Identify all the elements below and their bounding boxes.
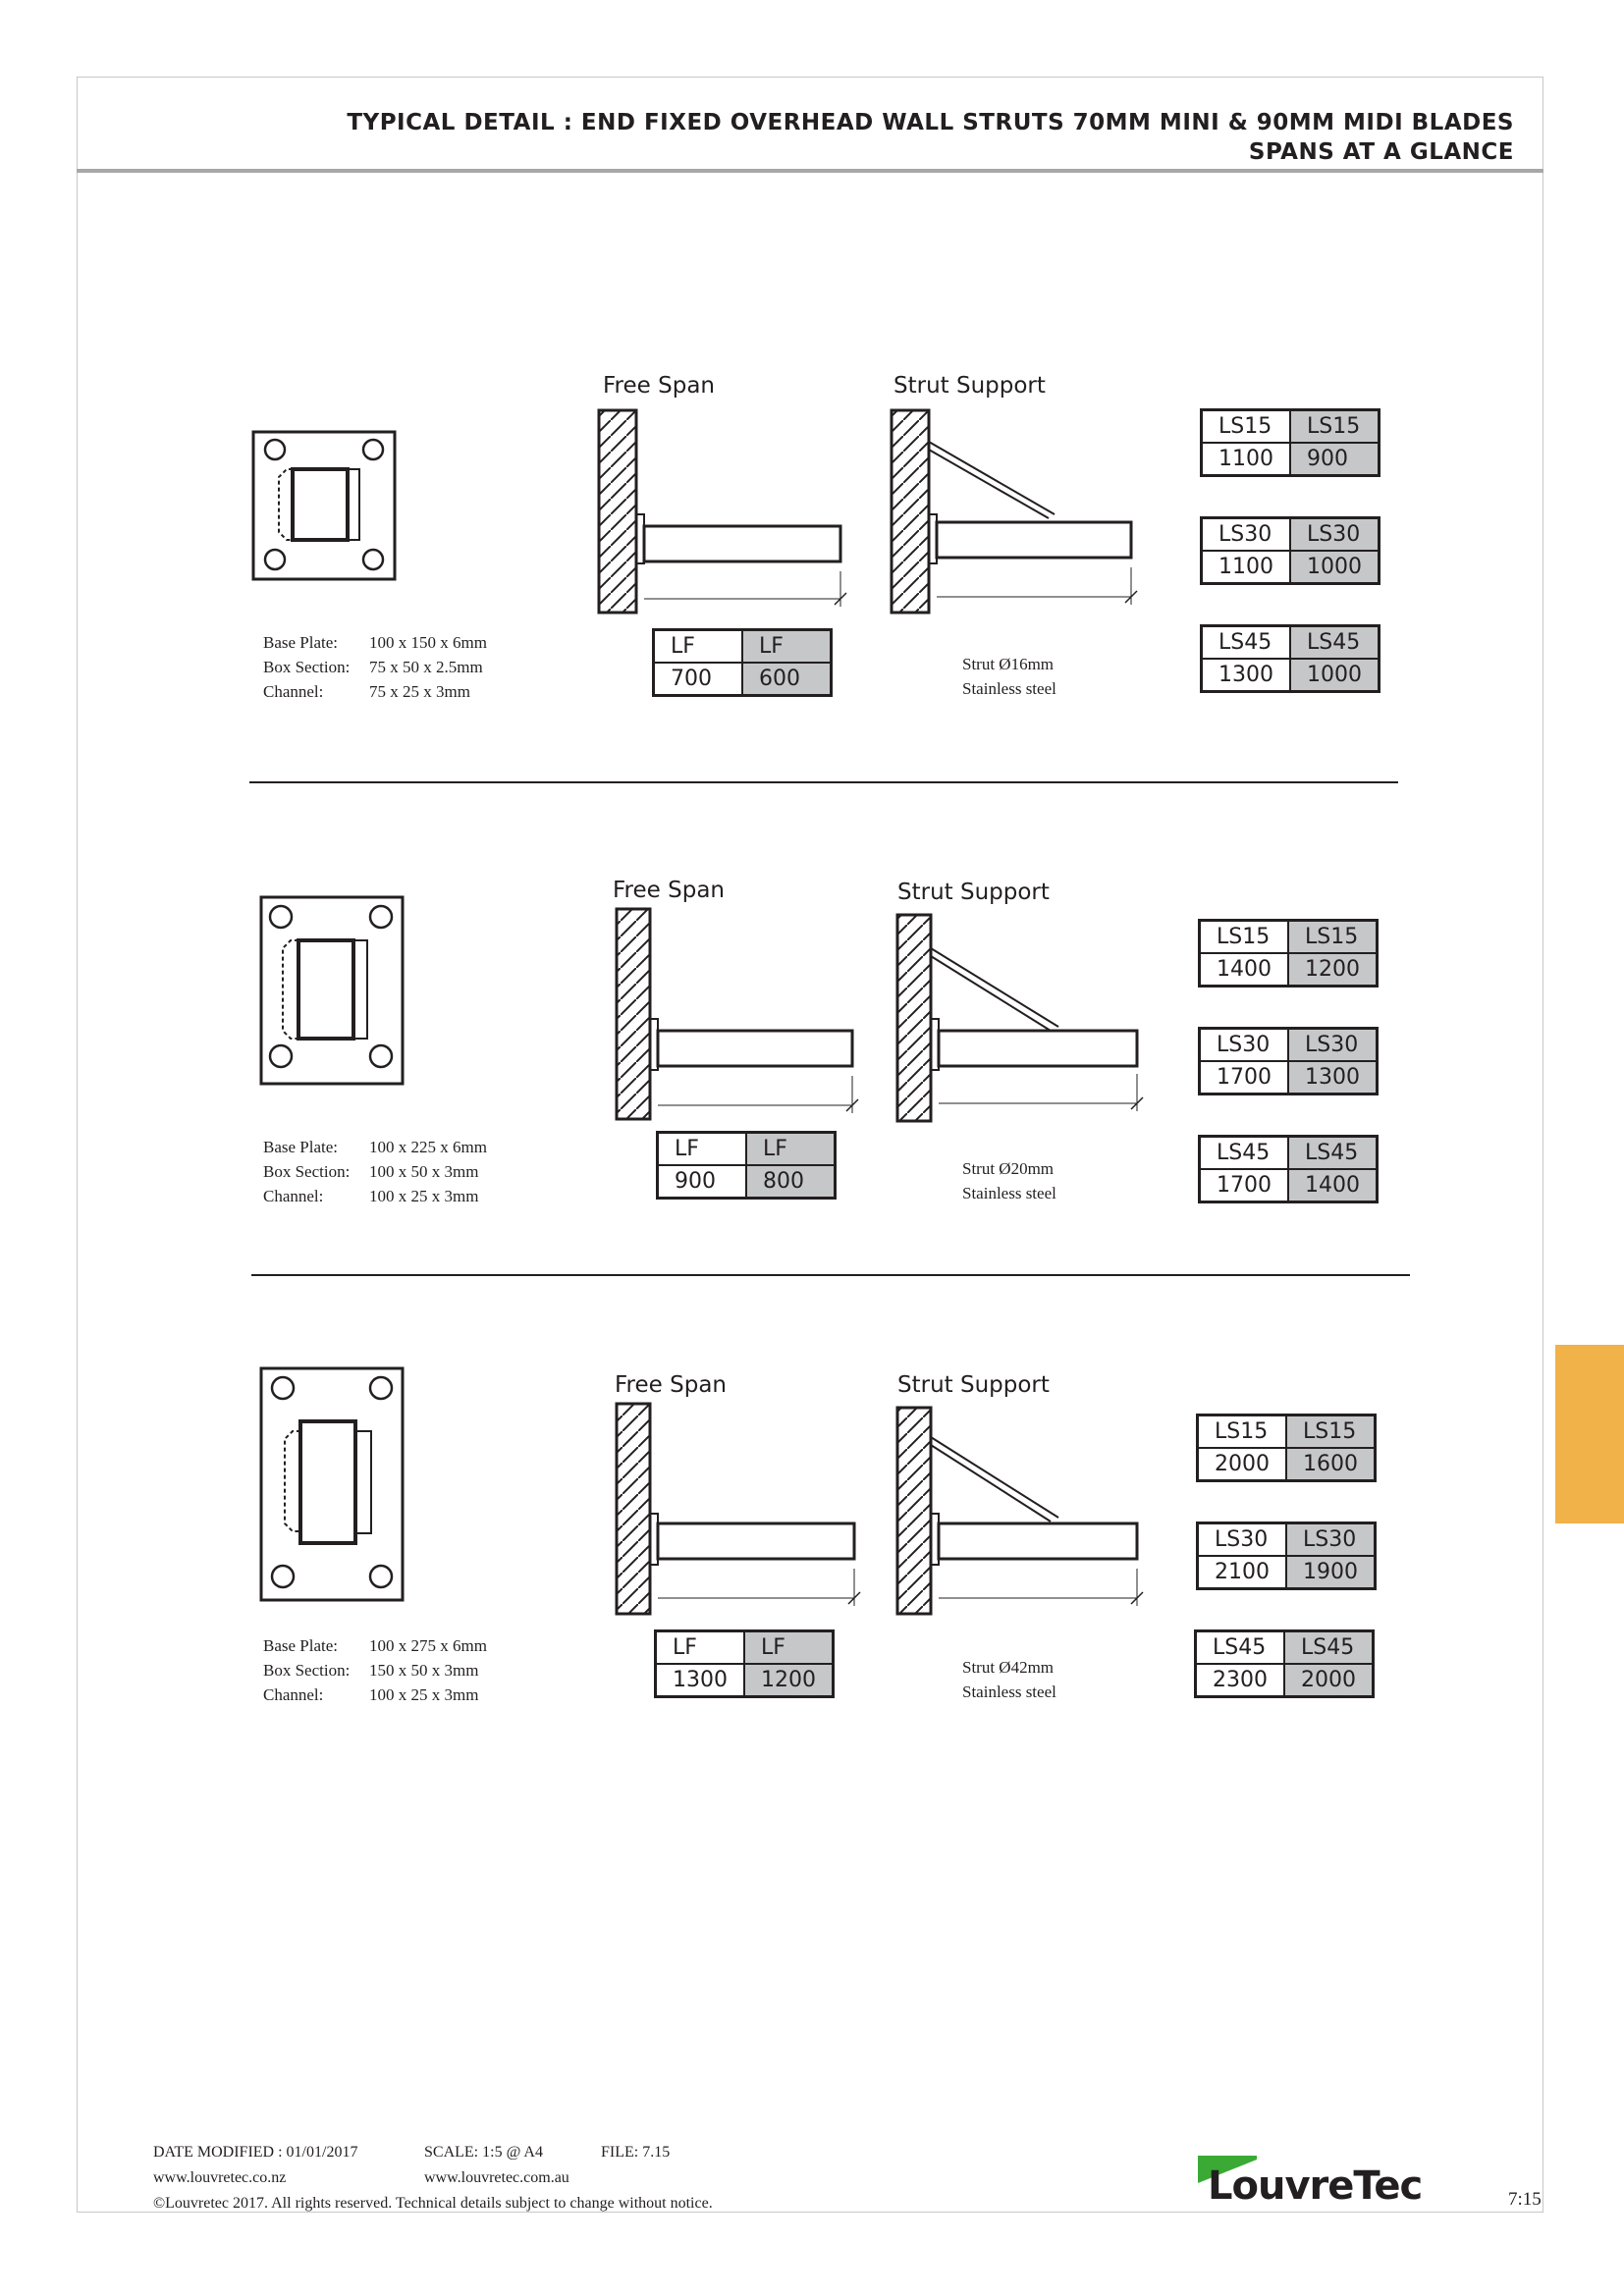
free-span-table <box>654 1629 835 1698</box>
lf-header: LF <box>744 1631 834 1665</box>
base-plate-drawing <box>259 1366 405 1602</box>
base-plate-value: 100 x 150 x 6mm <box>369 633 487 652</box>
ls-value: 2300 <box>1196 1664 1285 1697</box>
lf-value: 900 <box>658 1165 747 1199</box>
strut-note <box>962 1655 1056 1704</box>
ls-header: LS30 <box>1290 518 1380 552</box>
spec-list <box>263 630 487 704</box>
ls-header: LS30 <box>1202 518 1291 552</box>
ls-value: 2000 <box>1284 1664 1374 1697</box>
ls15-table <box>1196 1414 1377 1482</box>
strut-material: Stainless steel <box>962 679 1056 698</box>
ls-value: 1300 <box>1202 659 1291 692</box>
page-number: 7:15 <box>1508 2189 1542 2210</box>
channel-value: 100 x 25 x 3mm <box>369 1187 479 1205</box>
ls-header: LS15 <box>1288 921 1378 954</box>
base-plate-key: Base Plate: <box>263 1138 339 1156</box>
lf-value: 1300 <box>656 1664 745 1697</box>
ls-value: 1400 <box>1288 1169 1378 1202</box>
ls-header: LS15 <box>1286 1415 1376 1449</box>
ls15-table <box>1198 919 1379 988</box>
base-plate-drawing <box>259 895 405 1086</box>
lf-value: 1200 <box>744 1664 834 1697</box>
lf-value: 700 <box>654 663 743 696</box>
ls-value: 1700 <box>1200 1169 1289 1202</box>
box-section-value: 75 x 50 x 2.5mm <box>369 658 483 676</box>
section-divider <box>251 1274 1410 1276</box>
ls-header: LS30 <box>1200 1029 1289 1062</box>
strut-note <box>962 1156 1056 1205</box>
ls-header: LS15 <box>1198 1415 1287 1449</box>
strut-support-drawing <box>892 909 1147 1127</box>
lf-value: 800 <box>746 1165 836 1199</box>
strut-support-label: Strut Support <box>893 373 1046 399</box>
strut-support-drawing <box>892 1402 1147 1620</box>
free-span-table <box>656 1131 837 1200</box>
box-section-key: Box Section: <box>263 1661 351 1680</box>
ls-header: LS45 <box>1200 1137 1289 1170</box>
logo-wordmark: LouvreTec <box>1208 2163 1423 2209</box>
ls-value: 1200 <box>1288 953 1378 987</box>
ls-value: 2000 <box>1198 1448 1287 1481</box>
channel-key: Channel: <box>263 682 324 701</box>
section-divider <box>249 781 1398 783</box>
ls-header: LS15 <box>1202 410 1291 444</box>
strut-size: Strut Ø20mm <box>962 1159 1055 1178</box>
spec-list <box>263 1135 487 1208</box>
date-modified: DATE MODIFIED : 01/01/2017 <box>153 2144 358 2161</box>
base-plate-key: Base Plate: <box>263 1636 339 1655</box>
lf-header: LF <box>654 630 743 664</box>
strut-size: Strut Ø42mm <box>962 1658 1055 1677</box>
ls-value: 1100 <box>1202 551 1291 584</box>
lf-value: 600 <box>742 663 832 696</box>
ls45-table <box>1194 1629 1375 1698</box>
base-plate-key: Base Plate: <box>263 633 339 652</box>
ls-value: 900 <box>1290 443 1380 476</box>
ls-header: LS45 <box>1290 626 1380 660</box>
ls-value: 1100 <box>1202 443 1291 476</box>
page-subtitle: SPANS AT A GLANCE <box>1248 139 1514 165</box>
box-section-key: Box Section: <box>263 1162 351 1181</box>
ls-value: 2100 <box>1198 1556 1287 1589</box>
section-tab <box>1555 1345 1624 1523</box>
box-section-value: 100 x 50 x 3mm <box>369 1162 479 1181</box>
ls-header: LS15 <box>1200 921 1289 954</box>
ls30-table <box>1198 1027 1379 1095</box>
louvretec-logo <box>1198 2156 1453 2215</box>
ls-value: 1300 <box>1288 1061 1378 1095</box>
strut-note <box>962 652 1056 701</box>
strut-material: Stainless steel <box>962 1184 1056 1202</box>
ls-value: 1700 <box>1200 1061 1289 1095</box>
lf-header: LF <box>658 1133 747 1166</box>
url-au-link[interactable]: www.louvretec.com.au <box>424 2169 569 2186</box>
ls-value: 1000 <box>1290 659 1380 692</box>
ls45-table <box>1200 624 1380 693</box>
scale: SCALE: 1:5 @ A4 <box>424 2144 543 2161</box>
free-span-label: Free Span <box>603 373 715 399</box>
lf-header: LF <box>656 1631 745 1665</box>
strut-material: Stainless steel <box>962 1682 1056 1701</box>
ls-value: 1900 <box>1286 1556 1376 1589</box>
strut-size: Strut Ø16mm <box>962 655 1055 673</box>
lf-header: LF <box>746 1133 836 1166</box>
strut-support-label: Strut Support <box>897 1372 1050 1398</box>
channel-key: Channel: <box>263 1187 324 1205</box>
free-span-label: Free Span <box>615 1372 727 1398</box>
ls-header: LS45 <box>1202 626 1291 660</box>
strut-support-label: Strut Support <box>897 880 1050 905</box>
ls-header: LS45 <box>1196 1631 1285 1665</box>
page-title: TYPICAL DETAIL : END FIXED OVERHEAD WALL STRUTS 70MM MINI & 90MM MIDI BLADES <box>347 110 1514 135</box>
ls-header: LS45 <box>1288 1137 1378 1170</box>
free-span-label: Free Span <box>613 878 725 903</box>
ls-header: LS30 <box>1288 1029 1378 1062</box>
ls30-table <box>1200 516 1380 585</box>
copyright: ©Louvretec 2017. All rights reserved. Technical details subject to change without notice. <box>153 2195 713 2212</box>
ls-header: LS15 <box>1290 410 1380 444</box>
ls-header: LS30 <box>1198 1523 1287 1557</box>
file-ref: FILE: 7.15 <box>601 2144 671 2161</box>
channel-value: 100 x 25 x 3mm <box>369 1685 479 1704</box>
ls-header: LS30 <box>1286 1523 1376 1557</box>
free-span-table <box>652 628 833 697</box>
spec-list <box>263 1633 487 1707</box>
base-plate-value: 100 x 225 x 6mm <box>369 1138 487 1156</box>
channel-value: 75 x 25 x 3mm <box>369 682 470 701</box>
ls-value: 1000 <box>1290 551 1380 584</box>
free-span-drawing <box>605 905 860 1123</box>
ls-value: 1400 <box>1200 953 1289 987</box>
box-section-value: 150 x 50 x 3mm <box>369 1661 479 1680</box>
box-section-key: Box Section: <box>263 658 351 676</box>
ls-header: LS45 <box>1284 1631 1374 1665</box>
free-span-drawing <box>607 1400 862 1618</box>
ls45-table <box>1198 1135 1379 1203</box>
url-nz-link[interactable]: www.louvretec.co.nz <box>153 2169 287 2186</box>
base-plate-value: 100 x 275 x 6mm <box>369 1636 487 1655</box>
ls30-table <box>1196 1522 1377 1590</box>
channel-key: Channel: <box>263 1685 324 1704</box>
lf-header: LF <box>742 630 832 664</box>
ls-value: 1600 <box>1286 1448 1376 1481</box>
